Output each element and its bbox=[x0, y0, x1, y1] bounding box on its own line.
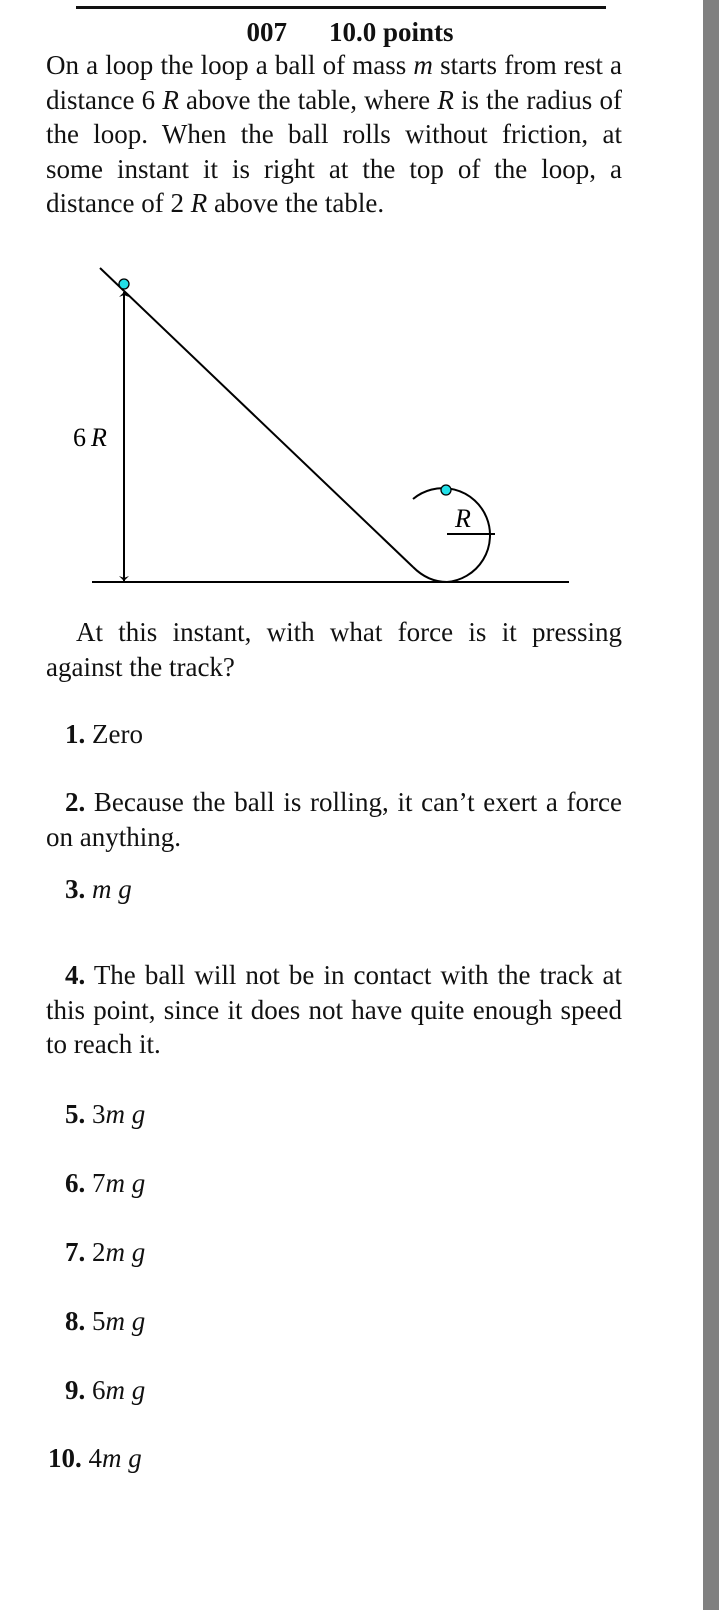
answer-option-8[interactable] bbox=[46, 1304, 622, 1339]
answer-option-6[interactable] bbox=[46, 1166, 622, 1201]
option-number: 10. bbox=[48, 1443, 82, 1473]
option-number: 1. bbox=[65, 719, 86, 749]
answer-option-4[interactable] bbox=[46, 958, 622, 1062]
option-math: m g bbox=[92, 874, 132, 904]
ball-top-of-loop bbox=[441, 485, 451, 495]
option-number: 2. bbox=[65, 787, 86, 817]
answer-option-10[interactable] bbox=[46, 1441, 622, 1476]
question-header bbox=[0, 16, 700, 48]
ramp-line bbox=[100, 268, 413, 567]
intro-text: above the table, where bbox=[178, 84, 438, 115]
option-number: 6. bbox=[65, 1168, 86, 1198]
vertical-scrollbar[interactable] bbox=[703, 0, 719, 1610]
intro-text: On a loop the loop a ball of mass bbox=[46, 50, 414, 80]
question-points: 10.0 points bbox=[328, 17, 454, 47]
question-prompt: At this instant, with what force is it pressing against the track? bbox=[46, 617, 622, 682]
ball-start bbox=[119, 279, 129, 289]
intro-text: starts from rest a distance 6 bbox=[46, 50, 622, 115]
option-number: 8. bbox=[65, 1306, 86, 1336]
option-coefficient: 4 bbox=[88, 1443, 102, 1473]
problem-statement bbox=[46, 48, 622, 221]
option-text: Because the ball is rolling, it can’t exert a force on anything. bbox=[46, 787, 622, 852]
radius-label: R bbox=[455, 504, 471, 533]
option-math: m g bbox=[105, 1099, 146, 1129]
math-var-R: R bbox=[190, 188, 208, 218]
answer-option-9[interactable] bbox=[46, 1373, 622, 1408]
top-rule-divider bbox=[76, 6, 606, 9]
option-text: The ball will not be in contact with the track at this point, since it does not have quite enough speed to reach it. bbox=[46, 960, 623, 1059]
option-math: m g bbox=[105, 1237, 146, 1267]
option-number: 4. bbox=[65, 960, 86, 990]
answer-option-7[interactable] bbox=[46, 1235, 622, 1270]
answer-option-3[interactable] bbox=[46, 872, 622, 907]
intro-text: above the table. bbox=[207, 188, 385, 218]
math-var-m: m bbox=[413, 50, 433, 80]
answer-option-5[interactable] bbox=[46, 1097, 622, 1132]
intro-text: is the radius of the loop. When the ball rolls without friction, at some instant it is right at the top of the loop, a distance of 2 bbox=[46, 84, 622, 218]
math-var-R: R bbox=[162, 84, 179, 115]
option-math: m g bbox=[102, 1443, 142, 1473]
option-coefficient: 5 bbox=[92, 1306, 106, 1336]
loop-track bbox=[413, 488, 490, 582]
option-math: m g bbox=[105, 1168, 146, 1198]
answer-option-2[interactable] bbox=[46, 785, 622, 854]
option-number: 5. bbox=[65, 1099, 86, 1129]
option-text: Zero bbox=[92, 719, 143, 749]
math-var-R: R bbox=[437, 84, 454, 115]
option-coefficient: 3 bbox=[92, 1099, 106, 1129]
option-coefficient: 6 bbox=[92, 1375, 106, 1405]
option-coefficient: 7 bbox=[92, 1168, 106, 1198]
question-number: 007 bbox=[246, 17, 287, 47]
height-label: 6 R bbox=[73, 423, 107, 452]
option-coefficient: 2 bbox=[92, 1237, 106, 1267]
option-number: 7. bbox=[65, 1237, 86, 1267]
answer-option-1[interactable] bbox=[46, 717, 622, 752]
option-math: m g bbox=[105, 1306, 146, 1336]
loop-the-loop-diagram bbox=[60, 255, 580, 595]
option-number: 3. bbox=[65, 874, 86, 904]
option-number: 9. bbox=[65, 1375, 86, 1405]
option-math: m g bbox=[105, 1375, 146, 1405]
